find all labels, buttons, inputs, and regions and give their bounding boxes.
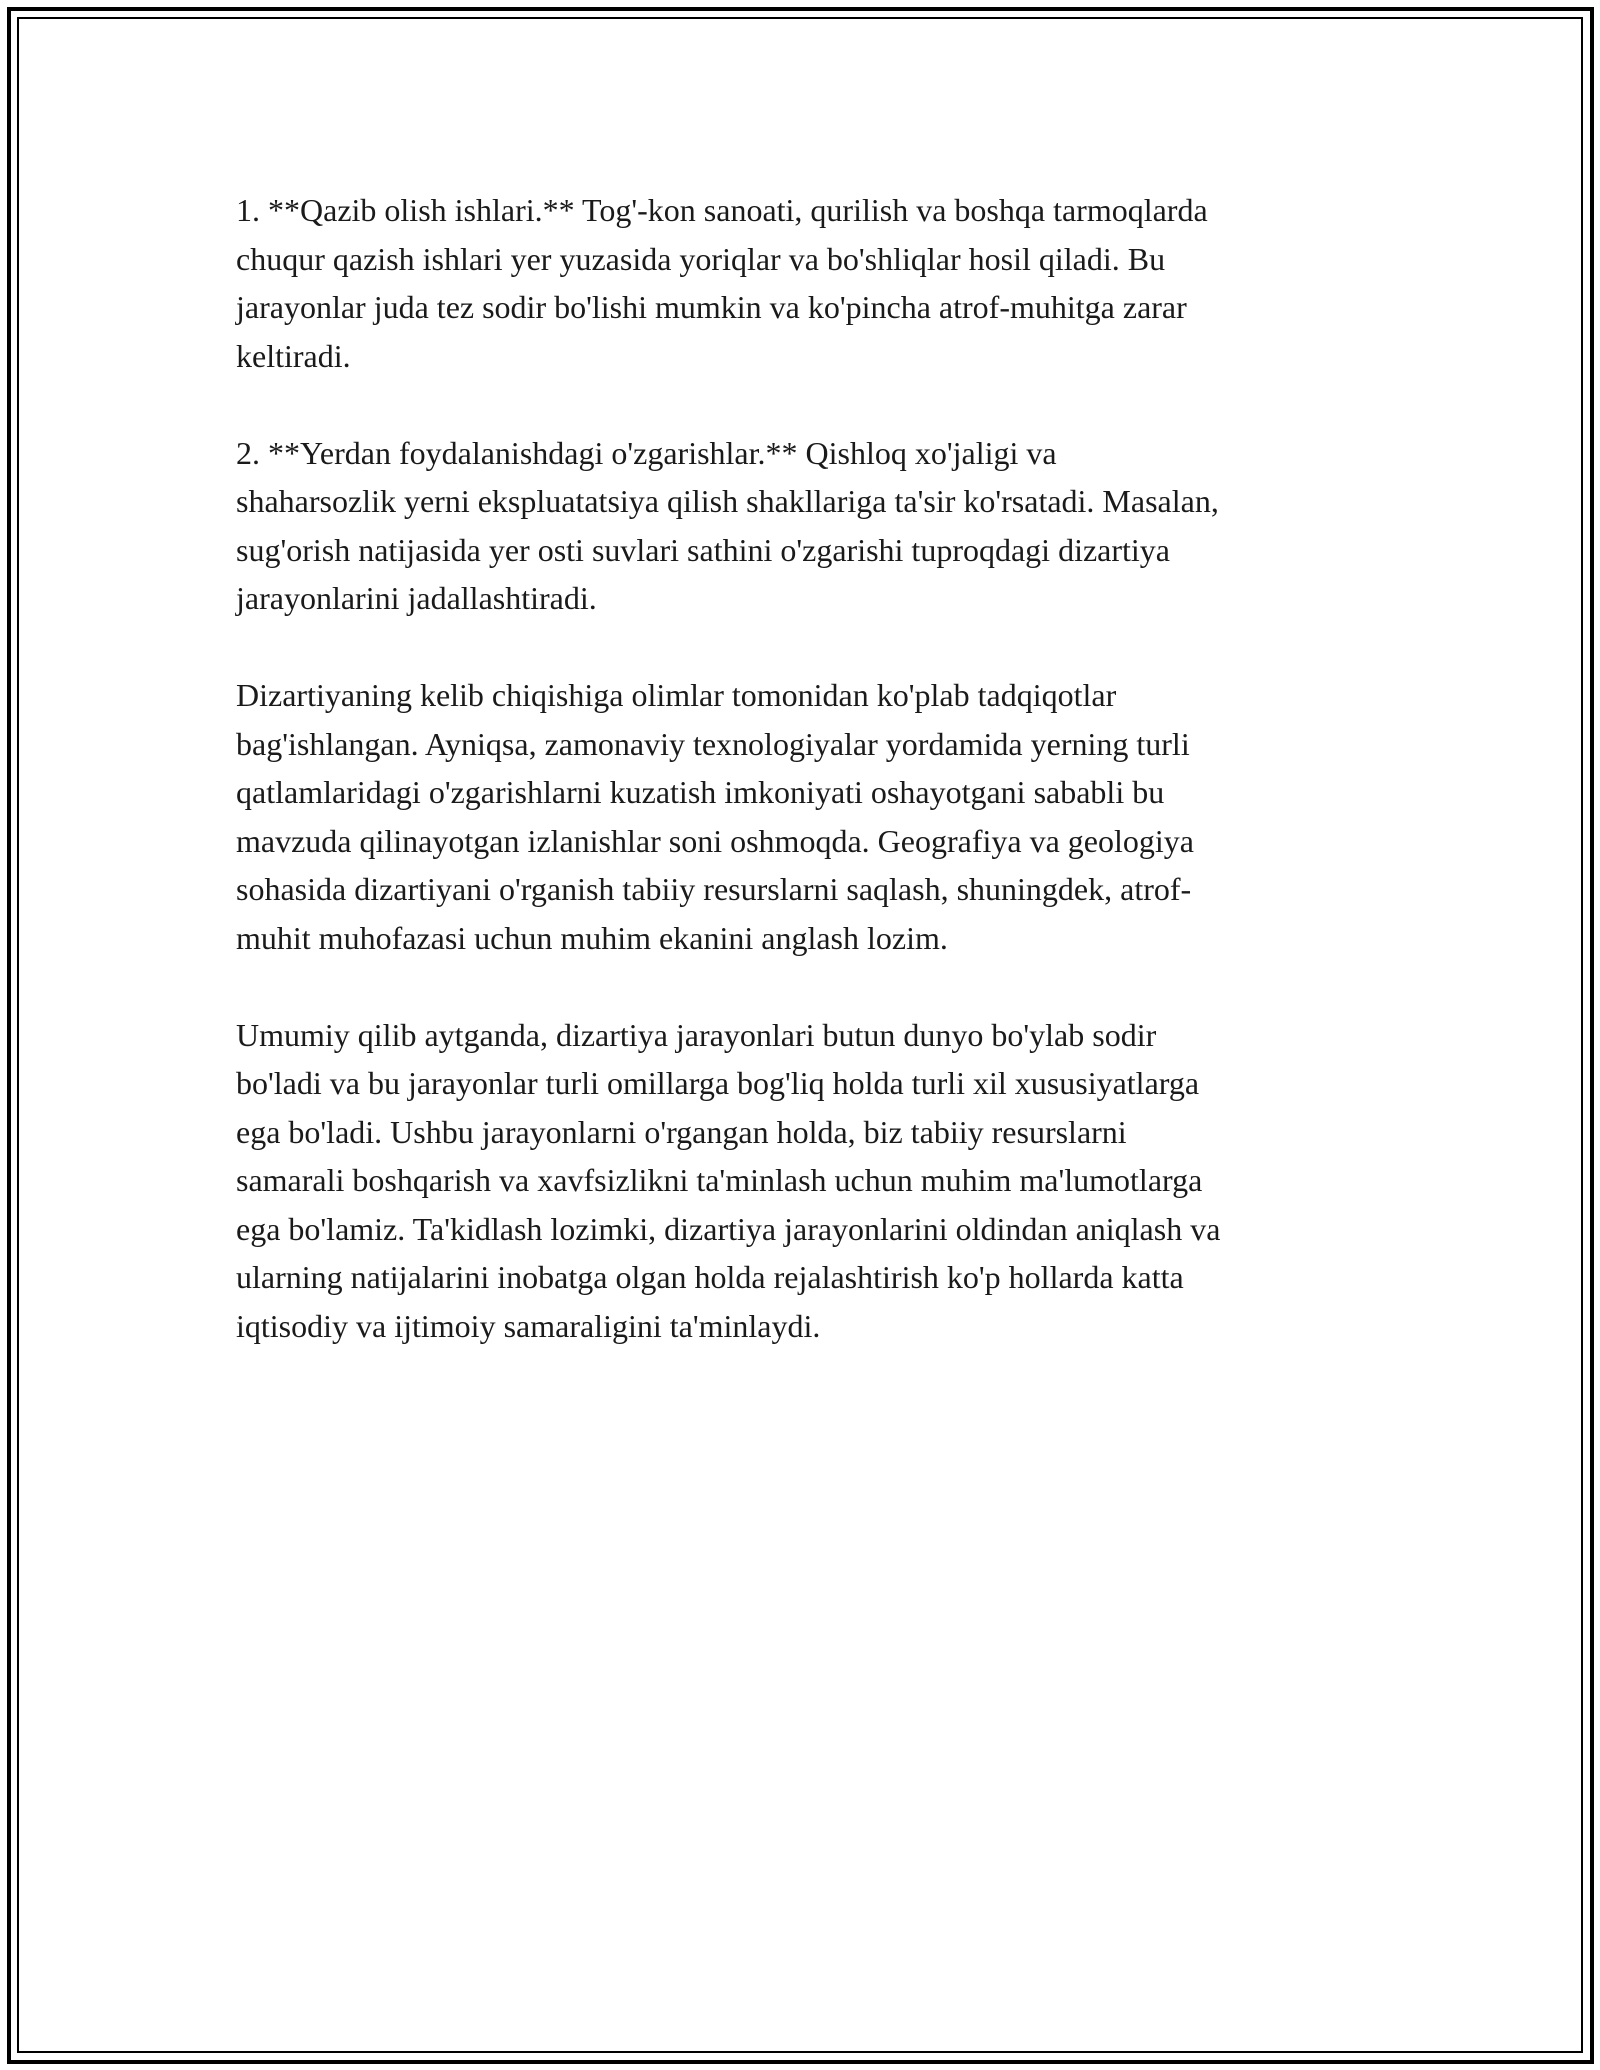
text-line: Umumiy qilib aytganda, dizartiya jarayonlari butun dunyo bo'ylab sodir: [236, 1016, 1157, 1053]
text-line: mavzuda qilinayotgan izlanishlar soni oshmoqda. Geografiya va geologiya: [236, 822, 1194, 859]
text-line: keltiradi.: [236, 337, 351, 374]
text-line: ega bo'lamiz. Ta'kidlash lozimki, dizartiya jarayonlarini oldindan aniqlash va: [236, 1210, 1221, 1247]
text-line: shaharsozlik yerni ekspluatatsiya qilish shakllariga ta'sir ko'rsatadi. Masalan,: [236, 483, 1219, 519]
text-line: samarali boshqarish va xavfsizlikni ta'minlash uchun muhim ma'lumotlarga: [236, 1162, 1203, 1198]
text-line: qatlamlaridagi o'zgarishlarni kuzatish imkoniyati oshayotgani sababli bu: [236, 774, 1165, 810]
text-line: jarayonlarini jadallashtiradi.: [236, 580, 597, 616]
text-line: ega bo'ladi. Ushbu jarayonlarni o'rgangan holda, biz tabiiy resurslarni: [236, 1113, 1127, 1150]
text-line: ularning natijalarini inobatga olgan holda rejalashtirish ko'p hollarda katta: [236, 1259, 1184, 1295]
paragraph-yerdan-foydalanish: [236, 429, 1376, 623]
paragraph-dizartiya-kelib-chiqishi: [236, 671, 1376, 962]
text-line: 2. **Yerdan foydalanishdagi o'zgarishlar.** Qishloq xo'jaligi va: [236, 434, 1057, 471]
text-line: Dizartiyaning kelib chiqishiga olimlar tomonidan ko'plab tadqiqotlar: [236, 677, 1117, 713]
text-line: bag'ishlangan. Ayniqsa, zamonaviy texnologiyalar yordamida yerning turli: [236, 725, 1190, 762]
text-line: 1. **Qazib olish ishlari.** Tog'-kon sanoati, qurilish va boshqa tarmoqlarda: [236, 192, 1208, 228]
text-line: sohasida dizartiyani o'rganish tabiiy resurslarni saqlash, shuningdek, atrof-: [236, 871, 1192, 907]
paragraph-umumiy-xulosa: [236, 1011, 1376, 1351]
text-line: chuqur qazish ishlari yer yuzasida yoriqlar va bo'shliqlar hosil qiladi. Bu: [236, 240, 1166, 277]
text-line: bo'ladi va bu jarayonlar turli omillarga bog'liq holda turli xil xususiyatlarga: [236, 1065, 1200, 1101]
document-body: [236, 186, 1376, 1399]
text-line: sug'orish natijasida yer osti suvlari sathini o'zgarishi tuproqdagi dizartiya: [236, 531, 1170, 568]
text-line: muhit muhofazasi uchun muhim ekanini anglash lozim.: [236, 919, 948, 956]
text-line: jarayonlar juda tez sodir bo'lishi mumkin va ko'pincha atrof-muhitga zarar: [236, 289, 1187, 325]
text-line: iqtisodiy va ijtimoiy samaraligini ta'minlaydi.: [236, 1307, 821, 1344]
paragraph-qazib-olish: [236, 186, 1376, 380]
